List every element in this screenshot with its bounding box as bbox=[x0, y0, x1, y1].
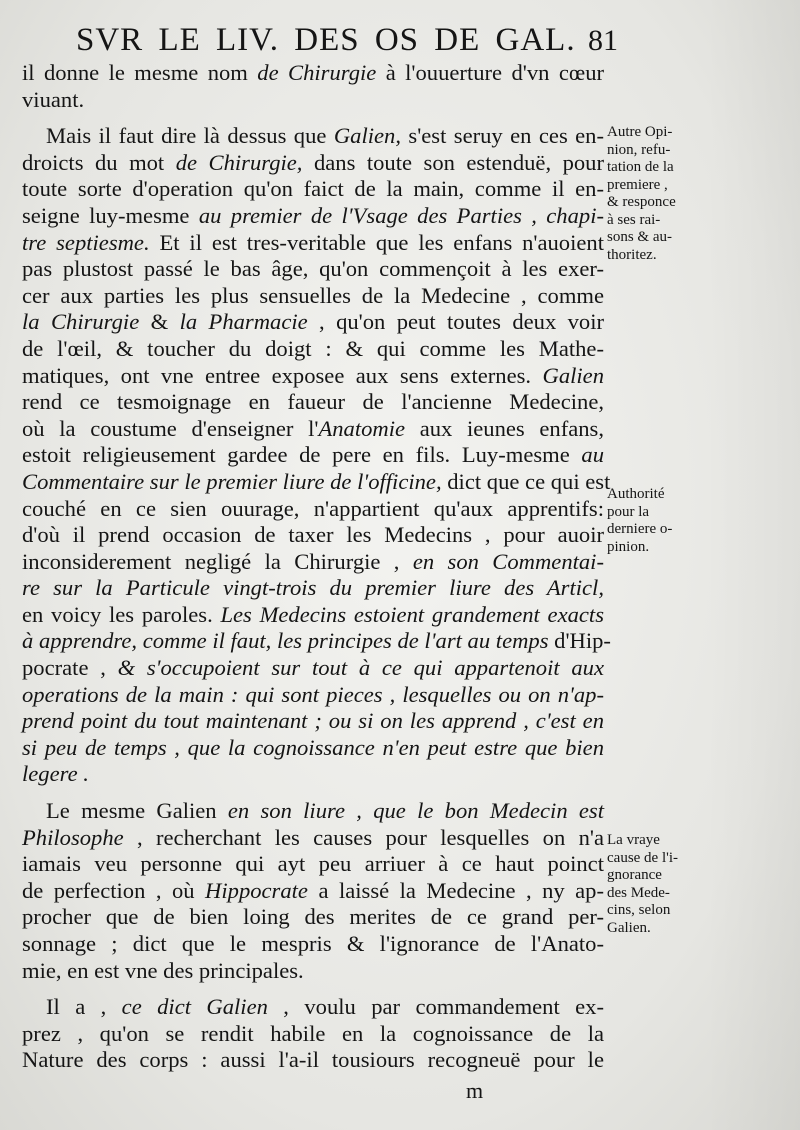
roman-run: droicts du mot bbox=[22, 149, 176, 175]
margin-note-line: Autre Opi- bbox=[607, 124, 673, 140]
roman-run: , voulu par commandement ex- bbox=[267, 994, 604, 1020]
margin-note-line: gnorance bbox=[607, 867, 662, 883]
roman-run: , recherchant les causes pour lesquelles on n'a bbox=[123, 824, 604, 850]
text-line bbox=[22, 468, 611, 496]
paragraph-gap bbox=[22, 788, 604, 798]
italic-run: Galien bbox=[542, 362, 604, 388]
running-header bbox=[70, 22, 618, 62]
margin-note-line: derniere o- bbox=[607, 521, 673, 537]
text-line bbox=[22, 761, 604, 788]
italic-run: Hippocrate bbox=[205, 877, 308, 903]
roman-run: sonnage ; dict que le mespris & l'ignorance de l'Anato- bbox=[22, 931, 604, 956]
roman-run: d'où il prend occasion de taxer les Medecins , pour auoir bbox=[22, 522, 604, 548]
margin-note-line: pour la bbox=[607, 503, 650, 520]
text-line bbox=[22, 682, 604, 709]
roman-run: inconsiderement negligé la Chirurgie , bbox=[22, 548, 413, 574]
margin-note-cause bbox=[607, 832, 699, 937]
roman-run: cer aux parties les plus sensuelles de la Medecine , comme bbox=[22, 282, 604, 308]
main-text-block bbox=[22, 60, 611, 1074]
page-number: 81 bbox=[588, 24, 618, 57]
paragraph-gap bbox=[22, 984, 604, 994]
italic-run: & s'occupoient sur tout à ce qui appartenoit aux bbox=[117, 655, 604, 681]
roman-run: , qu'on peut toutes deux voir bbox=[307, 309, 605, 335]
text-line bbox=[22, 309, 604, 336]
text-line bbox=[22, 176, 604, 203]
italic-run: en son Commentai- bbox=[412, 548, 604, 574]
italic-run: operations de la main : qui sont pieces , lesquelles ou on n'ap- bbox=[22, 681, 604, 707]
italic-run: à apprendre, comme il faut, les principes de l'art au temps bbox=[22, 628, 549, 654]
text-line bbox=[22, 150, 604, 177]
italic-run: Galien, bbox=[333, 123, 401, 149]
roman-run: s'est seruy en ces en- bbox=[401, 123, 604, 149]
text-line bbox=[22, 1047, 604, 1074]
italic-run: au bbox=[581, 442, 604, 468]
italic-run: re sur la Particule vingt-trois du premier liure des Articl, bbox=[22, 575, 604, 601]
text-line bbox=[22, 958, 604, 985]
text-line bbox=[22, 442, 604, 469]
margin-note-line: des Mede- bbox=[607, 884, 670, 901]
italic-run: ce dict Galien bbox=[121, 994, 268, 1020]
roman-run: Nature des corps : aussi l'a-il tousiours recogneuë pour le bbox=[22, 1047, 604, 1073]
roman-run: seigne luy-mesme bbox=[22, 202, 199, 228]
catchword: m bbox=[466, 1078, 484, 1103]
roman-run: dans toute son estenduë, pour bbox=[302, 149, 604, 175]
text-line bbox=[22, 994, 604, 1021]
text-line bbox=[22, 1021, 604, 1048]
roman-run: viuant. bbox=[22, 86, 85, 112]
text-line bbox=[22, 230, 604, 257]
margin-note-line: cins, selon bbox=[607, 902, 671, 918]
roman-run: estoit religieusement gardee de pere en fils. Luy-mesme bbox=[22, 442, 582, 468]
text-line bbox=[22, 798, 604, 825]
margin-note-authority bbox=[607, 486, 699, 556]
italic-run: Les Medecins estoient grandement exacts bbox=[220, 601, 604, 627]
roman-run: où la coustume d'enseigner l' bbox=[22, 415, 319, 441]
roman-run: toute sorte d'operation qu'on faict de la main, comme il en- bbox=[22, 176, 604, 202]
roman-run: matiques, ont vne entree exposee aux sens externes. bbox=[22, 362, 543, 388]
paragraph-gap bbox=[22, 113, 604, 123]
text-line bbox=[22, 336, 604, 363]
text-line bbox=[22, 931, 604, 958]
text-line bbox=[22, 655, 604, 682]
italic-run: prend point du tout maintenant ; ou si on les apprend , c'est en bbox=[22, 708, 604, 734]
text-line bbox=[22, 549, 604, 576]
roman-run: pocrate , bbox=[22, 655, 118, 681]
text-line bbox=[22, 575, 604, 602]
margin-note-line: & responce bbox=[607, 194, 676, 210]
roman-run: iamais veu personne qui ayt peu arriuer à ce haut poinct bbox=[22, 851, 604, 877]
italic-run: Anatomie bbox=[318, 415, 406, 441]
roman-run: Il a , bbox=[46, 994, 122, 1020]
text-line bbox=[22, 496, 604, 523]
roman-run: prez , qu'on se rendit habile en la cognoissance de la bbox=[22, 1020, 604, 1046]
roman-run: il donne le mesme nom bbox=[22, 60, 258, 85]
text-line bbox=[22, 60, 604, 87]
italic-run: en son liure , que le bon Medecin est bbox=[227, 798, 604, 824]
italic-run: legere . bbox=[22, 761, 89, 787]
margin-note-line: cause de l'i- bbox=[607, 849, 679, 866]
italic-run: Commentaire sur le premier liure de l'officine, bbox=[22, 468, 442, 494]
margin-note-line: à ses rai- bbox=[607, 211, 661, 228]
margin-note-line: thoritez. bbox=[607, 246, 657, 263]
text-line bbox=[22, 628, 611, 655]
text-line bbox=[22, 825, 604, 852]
italic-run: de Chirurgie bbox=[257, 60, 377, 85]
text-line bbox=[22, 904, 604, 931]
roman-run: Et il est tres-veritable que les enfans n'auoient bbox=[149, 229, 604, 255]
text-line bbox=[22, 87, 604, 114]
text-line bbox=[22, 878, 604, 905]
roman-run: a laissé la Medecine , ny ap- bbox=[307, 877, 604, 903]
roman-run: dict que ce qui est bbox=[441, 468, 611, 494]
roman-run: rend ce tesmoignage en faueur de l'ancienne Medecine, bbox=[22, 389, 604, 415]
italic-run: au premier de l'Vsage des Parties , chapi- bbox=[198, 202, 604, 228]
italic-run: de Chirurgie, bbox=[175, 149, 303, 175]
text-line bbox=[22, 283, 604, 310]
margin-note-line: La vraye bbox=[607, 832, 660, 848]
text-line bbox=[22, 203, 604, 230]
italic-run: Philosophe bbox=[22, 824, 124, 850]
italic-run: la Pharmacie bbox=[179, 309, 308, 335]
italic-run: si peu de temps , que la cognoissance n'en peut estre que bien bbox=[22, 734, 604, 760]
roman-run: en voicy les paroles. bbox=[22, 601, 221, 627]
margin-note-line: premiere , bbox=[607, 176, 668, 193]
text-line bbox=[22, 851, 604, 878]
margin-note-opinion bbox=[607, 124, 699, 264]
text-line bbox=[22, 389, 604, 416]
roman-run: aux ieunes enfans, bbox=[405, 415, 605, 441]
text-line bbox=[22, 602, 604, 629]
italic-run: la Chirurgie bbox=[22, 309, 140, 335]
roman-run: Mais il faut dire là dessus que bbox=[46, 123, 334, 149]
roman-run: couché en ce sien ouurage, n'appartient qu'aux apprentifs: bbox=[22, 495, 604, 521]
margin-note-line: Galien. bbox=[607, 919, 651, 936]
text-line bbox=[22, 708, 604, 735]
roman-run: Le mesme Galien bbox=[46, 798, 228, 824]
text-line bbox=[22, 123, 604, 150]
text-line bbox=[22, 363, 604, 390]
margin-note-line: sons & au- bbox=[607, 229, 672, 245]
roman-run: procher que de bien loing des merites de ce grand per- bbox=[22, 904, 604, 930]
text-line bbox=[22, 416, 604, 443]
roman-run: mie, en est vne des principales. bbox=[22, 957, 304, 983]
text-line bbox=[22, 735, 604, 762]
roman-run: pas plustost passé le bas âge, qu'on commençoit à les exer- bbox=[22, 256, 604, 282]
roman-run: & bbox=[139, 309, 180, 335]
roman-run: de perfection , où bbox=[22, 877, 206, 903]
italic-run: tre septiesme. bbox=[22, 229, 150, 255]
text-line bbox=[22, 522, 604, 549]
roman-run: de l'œil, & toucher du doigt : & qui comme les Mathe- bbox=[22, 335, 604, 361]
text-line bbox=[22, 256, 604, 283]
roman-run: d'Hip- bbox=[548, 628, 611, 654]
margin-note-line: tation de la bbox=[607, 159, 674, 175]
margin-note-line: Authorité bbox=[607, 486, 665, 502]
roman-run: à l'ouuerture d'vn cœur bbox=[376, 60, 605, 85]
margin-note-line: pinion. bbox=[607, 538, 650, 555]
page-edge-shadow bbox=[705, 0, 800, 1130]
margin-note-line: nion, refu- bbox=[607, 141, 671, 158]
running-title: SVR LE LIV. DES OS DE GAL. bbox=[76, 22, 576, 58]
